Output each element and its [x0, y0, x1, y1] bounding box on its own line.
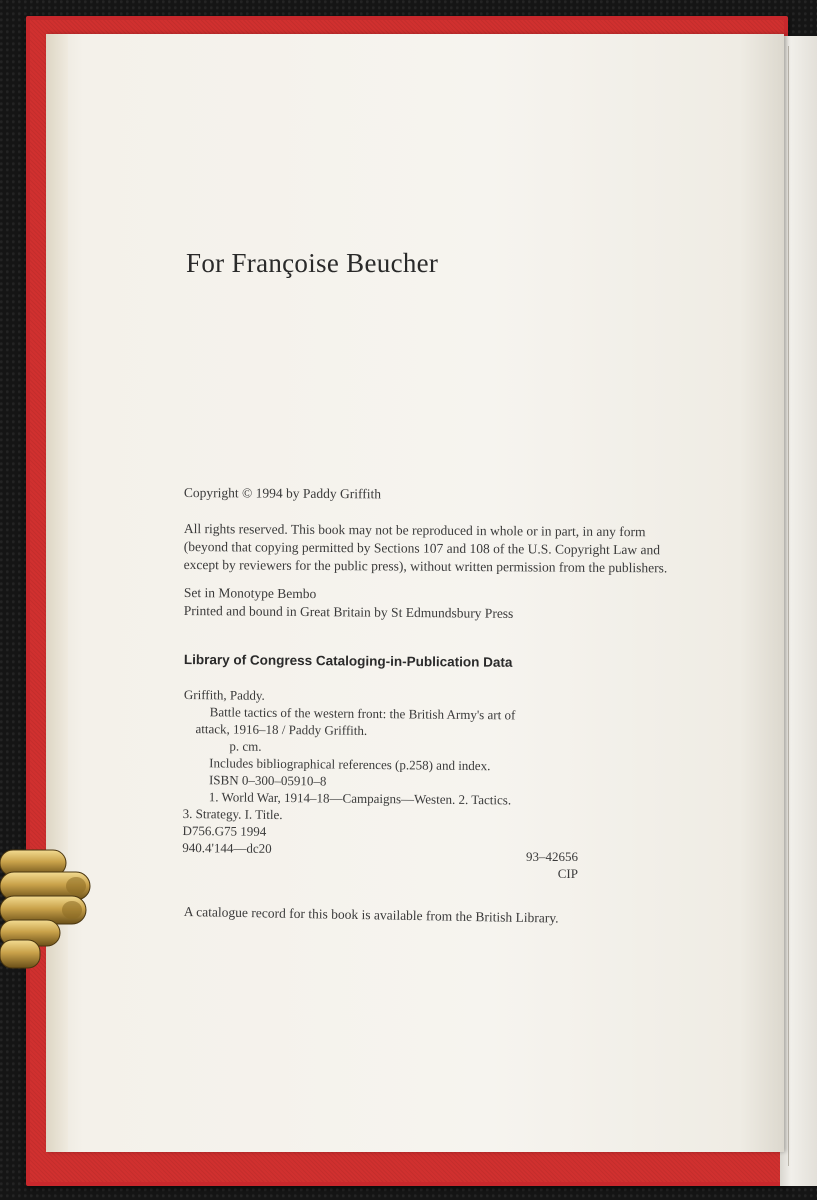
cip-block [182, 686, 604, 860]
cip-heading: Library of Congress Cataloging-in-Publication Data [183, 652, 513, 670]
cip-dewey: 940.4'144—dc20 [182, 839, 272, 856]
clip-drawing [0, 838, 96, 988]
cip-label: CIP [557, 866, 578, 881]
rights-paragraph [184, 520, 744, 578]
dedication: For Françoise Beucher [186, 248, 439, 278]
cip-physical: p. cm. [229, 738, 262, 754]
lccn: 93–42656 [526, 849, 578, 864]
cip-call-number: D756.G75 1994 [182, 822, 267, 839]
page-stack [780, 36, 817, 1186]
typeset-note [184, 584, 744, 625]
cip-author: Griffith, Paddy. [183, 686, 265, 703]
cip-title-cont: attack, 1916–18 / Paddy Griffith. [195, 721, 368, 738]
cip-title: Battle tactics of the western front: the British Army's art of [209, 704, 516, 723]
rights-line: (beyond that copying permitted by Sections 107 and 108 of the U.S. Copyright Law and [183, 538, 661, 558]
catalogue-note: A catalogue record for this book is available from the British Library. [183, 904, 559, 926]
copyright-line: Copyright © 1994 by Paddy Griffith [183, 484, 382, 502]
printer-line: Printed and bound in Great Britain by St Edmundsbury Press [183, 602, 514, 621]
cip-subjects-cont: 3. Strategy. I. Title. [182, 805, 283, 823]
brass-clip [0, 838, 96, 988]
cip-subjects: 1. World War, 1914–18—Campaigns—Westen. 2. Tactics. [208, 789, 512, 808]
rights-line: except by reviewers for the public press), without written permission from the publishers. [183, 556, 668, 576]
typeface-line: Set in Monotype Bembo [183, 584, 317, 602]
cip-isbn: ISBN 0–300–05910–8 [208, 772, 327, 789]
cip-notes: Includes bibliographical references (p.258) and index. [209, 755, 491, 774]
cip-numbers [508, 848, 578, 882]
rights-line: All rights reserved. This book may not be reproduced in whole or in part, in any form [183, 521, 646, 540]
page-edge-line [788, 46, 789, 1166]
